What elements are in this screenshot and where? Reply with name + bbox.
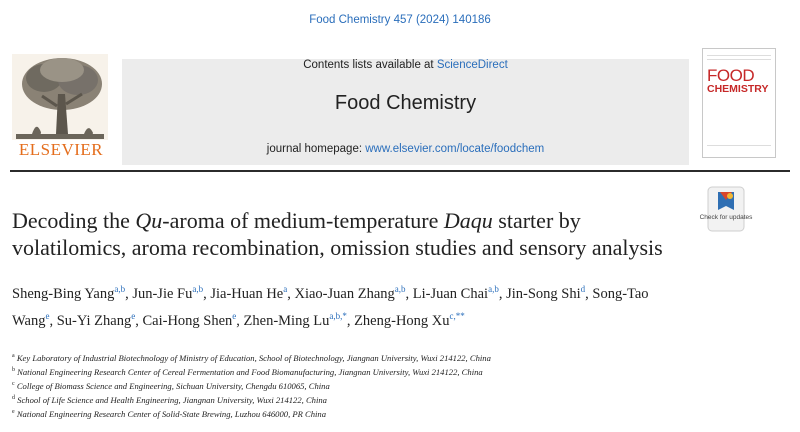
affiliation-text: National Engineering Research Center of Cereal Fermentation and Food Biomanufacturing, Jiangnan University, Wuxi 214122, China <box>17 366 483 377</box>
check-for-updates-label[interactable]: Check for updates <box>699 214 753 221</box>
title-part: starter by volatilomics, aroma recombination, omission studies and sensory analysis <box>12 208 663 260</box>
check-for-updates-icon[interactable] <box>706 186 746 232</box>
title-part-italic: Qu <box>135 208 163 233</box>
author-name[interactable]: Sheng-Bing Yang <box>12 285 115 302</box>
affiliation-label: e <box>12 409 15 416</box>
author-affil-sup[interactable]: d <box>580 284 586 294</box>
affiliation-label: c <box>12 381 15 388</box>
homepage-line <box>122 143 689 155</box>
author-affil-sup[interactable]: c,** <box>449 310 465 321</box>
author-list: Sheng-Bing Yang$^{a,b}$, Jun-Jie Fu$^{a,b}$, Jia-Huan He$^a$, Xiao-Juan Zhang$^{a,b}$, Li-Juan Chai$^{a,b}$, Jin-Song Shi$^d$, Song-Tao Wang$^e$, Su-Yi Zhang$^e$, Cai-Hong Shen$^e$, Zhen-Ming $Lu^{a,b,*}$, Zheng-Hong $Xu^{c,**}$ <box>12 284 649 329</box>
author-affil-sup[interactable]: e <box>45 310 50 321</box>
article-title <box>12 207 692 261</box>
author-affil-sup[interactable]: a,b <box>394 284 406 294</box>
affiliation-item <box>12 350 712 364</box>
affiliation-text: School of Life Science and Health Engineering, Jiangnan University, Wuxi 214122, China <box>17 395 327 406</box>
author-name[interactable]: Su-Yi Zhang <box>56 312 132 329</box>
cover-word-food: FOOD <box>707 66 755 85</box>
affiliation-item <box>12 406 712 420</box>
author-affil-sup[interactable]: a,b <box>192 284 204 294</box>
author-affil-sup[interactable]: e <box>232 310 237 321</box>
affiliation-label: b <box>12 367 15 374</box>
affiliation-item <box>12 392 712 406</box>
sciencedirect-link[interactable]: ScienceDirect <box>436 59 508 71</box>
author-name[interactable]: Zhen-Ming Lu <box>243 312 330 329</box>
cover-word-chemistry: CHEMISTRY <box>707 83 769 95</box>
author-name[interactable]: Jun-Jie Fu <box>132 285 193 302</box>
affiliation-list <box>12 350 712 420</box>
author-name[interactable]: Li-Juan Chai <box>412 285 489 302</box>
elsevier-wordmark: ELSEVIER <box>18 140 104 159</box>
affiliation-label: d <box>12 395 15 402</box>
author-name[interactable]: Zheng-Hong Xu <box>354 312 450 329</box>
affiliation-label: a <box>12 353 15 359</box>
contents-line <box>122 59 689 71</box>
author-affil-sup[interactable]: e <box>131 310 136 321</box>
author-name[interactable]: Xiao-Juan Zhang <box>294 285 395 302</box>
journal-homepage-link[interactable]: www.elsevier.com/locate/foodchem <box>365 143 545 155</box>
title-part: -aroma of medium-temperature <box>162 208 444 233</box>
author-name[interactable]: Jia-Huan He <box>210 285 284 302</box>
author-name[interactable]: Cai-Hong Shen <box>142 312 233 329</box>
author-affil-sup[interactable]: a,b <box>114 284 126 294</box>
author-affil-sup[interactable]: a,b,* <box>329 310 347 321</box>
affiliation-text: Key Laboratory of Industrial Biotechnology of Ministry of Education, School of Biotechnology, Jiangnan University, Wuxi 214122, China <box>16 352 491 363</box>
title-part-italic: Daqu <box>443 208 493 233</box>
author-name[interactable]: Jin-Song Shi <box>506 285 581 302</box>
header-divider <box>10 170 790 172</box>
journal-title: Food Chemistry <box>334 92 477 114</box>
affiliation-text: College of Biomass Science and Engineering, Sichuan University, Chengdu 610065, China <box>16 380 330 391</box>
affiliation-item <box>12 378 712 392</box>
homepage-prefix: journal homepage: <box>266 143 366 155</box>
author-affil-sup[interactable]: a,b <box>488 284 499 294</box>
journal-cover-thumbnail[interactable] <box>702 48 776 158</box>
contents-prefix: Contents lists available at <box>303 59 437 71</box>
journal-citation[interactable]: Food Chemistry 457 (2024) 140186 <box>309 14 491 26</box>
affiliation-text: National Engineering Research Center of Solid-State Brewing, Luzhou 646000, PR China <box>16 409 327 420</box>
title-part: Decoding the <box>12 208 136 233</box>
journal-banner <box>122 59 689 165</box>
affiliation-item <box>12 364 712 378</box>
author-affil-sup[interactable]: a <box>283 284 288 294</box>
author-name[interactable]: Song-Tao Wang <box>12 285 649 329</box>
